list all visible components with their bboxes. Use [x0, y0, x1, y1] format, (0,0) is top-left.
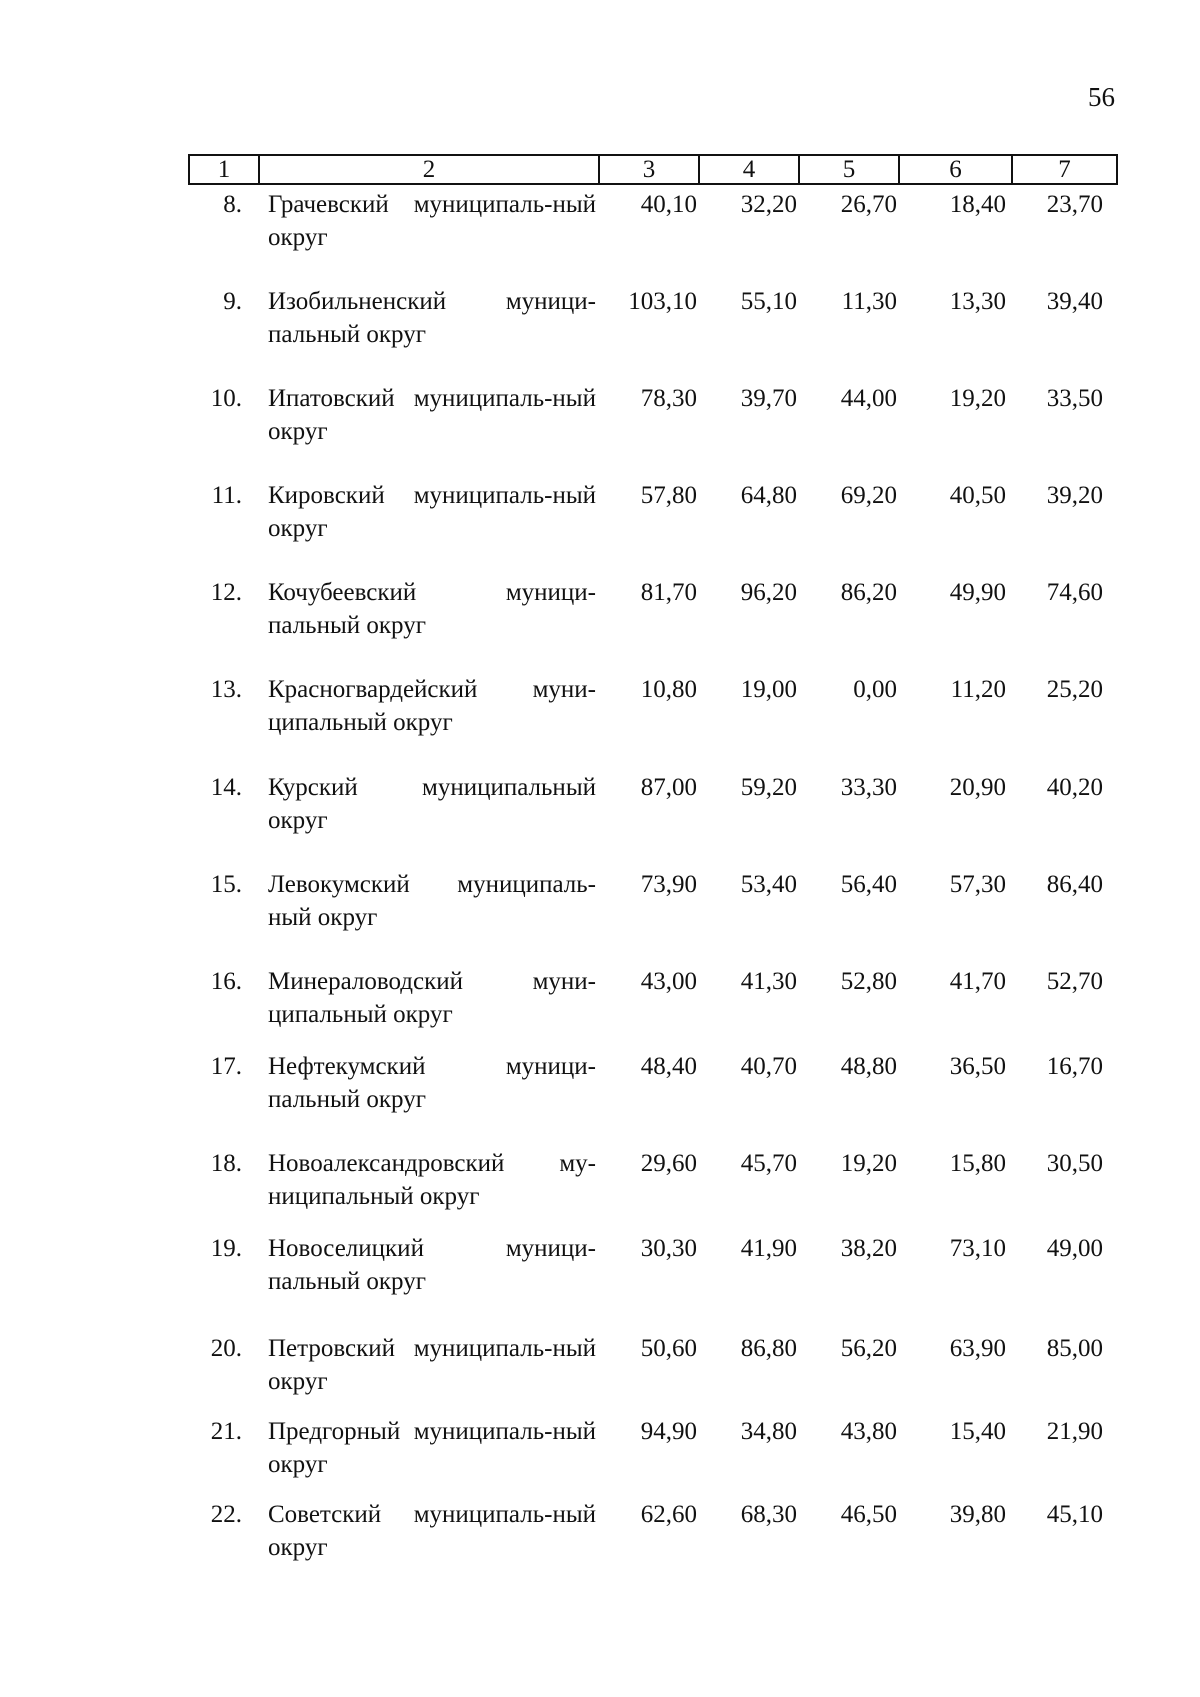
value-col-5: 38,20	[840, 1235, 897, 1262]
district-name: Предгорный муниципаль-ный округ	[268, 1418, 596, 1478]
value-col-7: 16,70	[1046, 1053, 1103, 1080]
district-name: Петровский муниципаль-ный округ	[268, 1335, 596, 1395]
value-col-3: 81,70	[640, 579, 697, 606]
value-col-3: 48,40	[640, 1053, 697, 1080]
value-col-3: 29,60	[640, 1150, 697, 1177]
value-col-6: 13,30	[949, 288, 1006, 315]
value-col-6: 63,90	[949, 1335, 1006, 1362]
row-number: 11.	[211, 482, 242, 509]
value-col-6: 20,90	[949, 774, 1006, 801]
value-col-7: 30,50	[1046, 1150, 1103, 1177]
value-col-3: 73,90	[640, 871, 697, 898]
district-name: Ипатовский муниципаль-ный округ	[268, 385, 596, 445]
value-col-5: 46,50	[840, 1501, 897, 1528]
value-col-5: 19,20	[840, 1150, 897, 1177]
district-name: Грачевский муниципаль-ный округ	[268, 191, 596, 251]
column-header-7: 7	[1012, 155, 1117, 184]
value-col-4: 53,40	[740, 871, 797, 898]
value-col-5: 11,30	[841, 288, 897, 315]
value-col-3: 62,60	[640, 1501, 697, 1528]
value-col-5: 69,20	[840, 482, 897, 509]
value-col-7: 39,40	[1046, 288, 1103, 315]
value-col-4: 40,70	[740, 1053, 797, 1080]
value-col-5: 48,80	[840, 1053, 897, 1080]
value-col-3: 50,60	[640, 1335, 697, 1362]
district-name: Кочубеевский муници-пальный округ	[268, 579, 596, 639]
row-number: 15.	[210, 871, 242, 898]
value-col-4: 96,20	[740, 579, 797, 606]
value-col-3: 87,00	[640, 774, 697, 801]
value-col-6: 57,30	[949, 871, 1006, 898]
value-col-5: 86,20	[840, 579, 897, 606]
value-col-6: 15,80	[949, 1150, 1006, 1177]
row-number: 9.	[223, 288, 242, 315]
row-number: 22.	[210, 1501, 242, 1528]
value-col-3: 94,90	[640, 1418, 697, 1445]
value-col-6: 36,50	[949, 1053, 1006, 1080]
district-name: Советский муниципаль-ный округ	[268, 1501, 596, 1561]
value-col-4: 34,80	[740, 1418, 797, 1445]
value-col-3: 10,80	[640, 676, 697, 703]
value-col-5: 43,80	[840, 1418, 897, 1445]
value-col-4: 32,20	[740, 191, 797, 218]
value-col-4: 55,10	[740, 288, 797, 315]
row-number: 10.	[210, 385, 242, 412]
district-name: Новоселицкий муници-пальный округ	[268, 1235, 596, 1295]
value-col-7: 74,60	[1046, 579, 1103, 606]
value-col-6: 11,20	[950, 676, 1006, 703]
row-number: 18.	[210, 1150, 242, 1177]
value-col-7: 86,40	[1046, 871, 1103, 898]
district-name: Кировский муниципаль-ный округ	[268, 482, 596, 542]
district-name: Изобильненский муници-пальный округ	[268, 288, 596, 348]
value-col-5: 33,30	[840, 774, 897, 801]
row-number: 16.	[210, 968, 242, 995]
value-col-6: 19,20	[949, 385, 1006, 412]
value-col-4: 86,80	[740, 1335, 797, 1362]
district-name: Нефтекумский муници-пальный округ	[268, 1053, 596, 1113]
column-header-1: 1	[189, 155, 259, 184]
value-col-7: 39,20	[1046, 482, 1103, 509]
value-col-4: 45,70	[740, 1150, 797, 1177]
value-col-6: 18,40	[949, 191, 1006, 218]
row-number: 13.	[210, 676, 242, 703]
value-col-5: 52,80	[840, 968, 897, 995]
page-number: 56	[1088, 82, 1115, 112]
row-number: 17.	[210, 1053, 242, 1080]
value-col-3: 103,10	[628, 288, 697, 315]
row-number: 21.	[210, 1418, 242, 1445]
value-col-3: 40,10	[640, 191, 697, 218]
value-col-7: 45,10	[1046, 1501, 1103, 1528]
value-col-3: 43,00	[640, 968, 697, 995]
value-col-4: 41,30	[740, 968, 797, 995]
value-col-7: 49,00	[1046, 1235, 1103, 1262]
value-col-6: 73,10	[949, 1235, 1006, 1262]
value-col-5: 56,40	[840, 871, 897, 898]
value-col-3: 78,30	[640, 385, 697, 412]
value-col-6: 49,90	[949, 579, 1006, 606]
value-col-7: 85,00	[1046, 1335, 1103, 1362]
row-number: 14.	[210, 774, 242, 801]
value-col-5: 0,00	[853, 676, 897, 703]
district-name: Красногвардейский муни-ципальный округ	[268, 676, 596, 736]
value-col-7: 21,90	[1046, 1418, 1103, 1445]
value-col-6: 40,50	[949, 482, 1006, 509]
value-col-4: 59,20	[740, 774, 797, 801]
district-name: Минераловодский муни-ципальный округ	[268, 968, 596, 1028]
value-col-3: 57,80	[640, 482, 697, 509]
value-col-7: 52,70	[1046, 968, 1103, 995]
row-number: 20.	[210, 1335, 242, 1362]
value-col-3: 30,30	[640, 1235, 697, 1262]
value-col-4: 19,00	[740, 676, 797, 703]
value-col-7: 33,50	[1046, 385, 1103, 412]
value-col-4: 64,80	[740, 482, 797, 509]
value-col-5: 44,00	[840, 385, 897, 412]
value-col-6: 41,70	[949, 968, 1006, 995]
row-number: 12.	[210, 579, 242, 606]
column-header-4: 4	[699, 155, 799, 184]
value-col-5: 26,70	[840, 191, 897, 218]
value-col-6: 15,40	[949, 1418, 1006, 1445]
value-col-7: 40,20	[1046, 774, 1103, 801]
district-name: Курский муниципальный округ	[268, 774, 596, 834]
value-col-5: 56,20	[840, 1335, 897, 1362]
column-header-3: 3	[599, 155, 699, 184]
value-col-7: 23,70	[1046, 191, 1103, 218]
value-col-4: 41,90	[740, 1235, 797, 1262]
district-name: Левокумский муниципаль-ный округ	[268, 871, 596, 931]
column-header-5: 5	[799, 155, 899, 184]
row-number: 19.	[210, 1235, 242, 1262]
row-number: 8.	[223, 191, 242, 218]
column-header-2: 2	[259, 155, 599, 184]
value-col-6: 39,80	[949, 1501, 1006, 1528]
value-col-4: 39,70	[740, 385, 797, 412]
value-col-4: 68,30	[740, 1501, 797, 1528]
district-name: Новоалександровский му-ниципальный округ	[268, 1150, 596, 1210]
column-header-6: 6	[899, 155, 1012, 184]
value-col-7: 25,20	[1046, 676, 1103, 703]
